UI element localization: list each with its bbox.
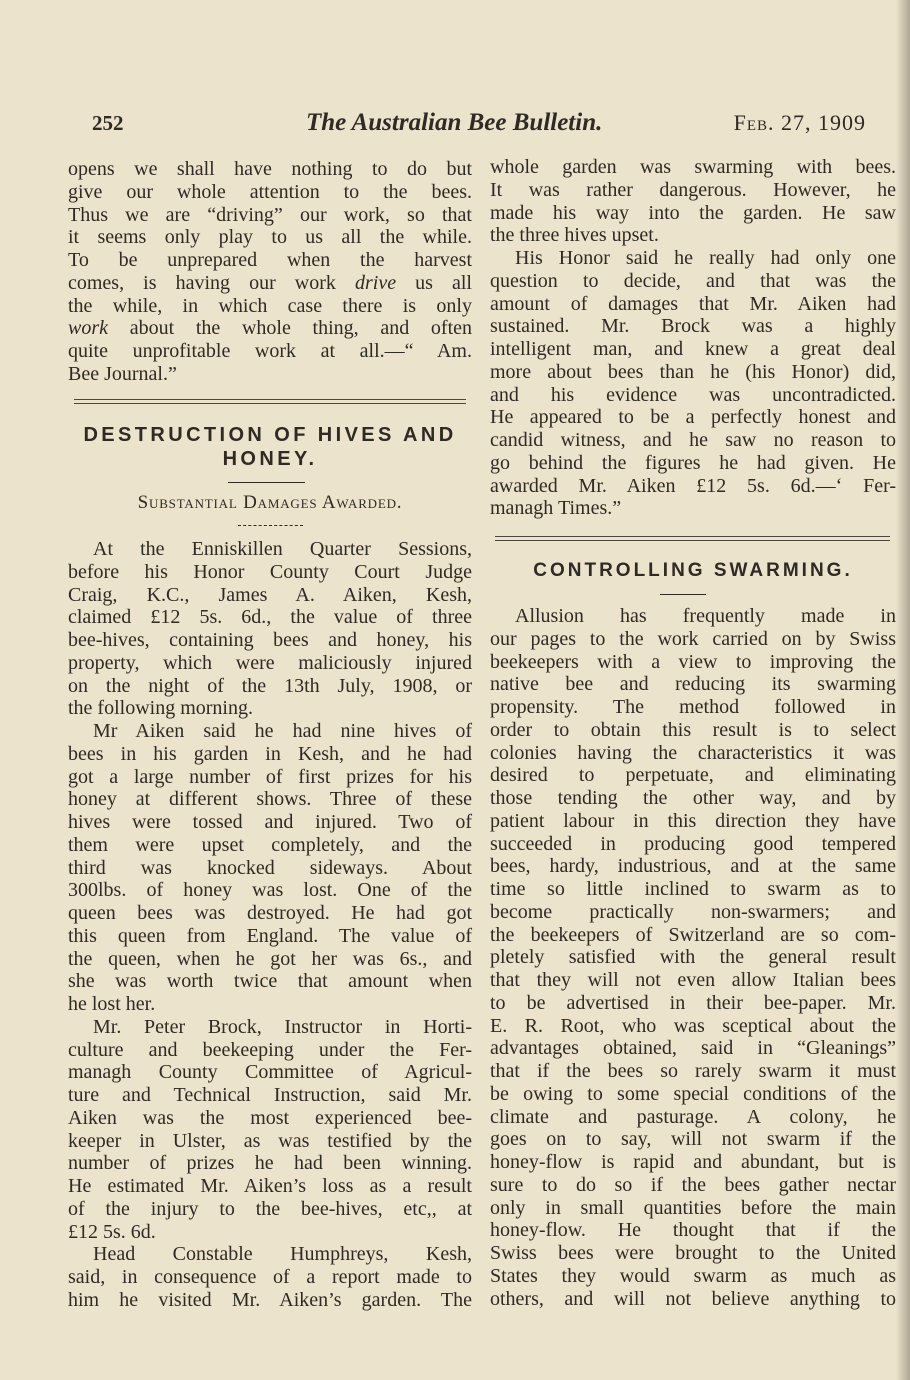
text-line: It was rather dangerous. However, he: [490, 178, 896, 201]
text-line: [68, 317, 472, 340]
paragraph: [490, 247, 896, 520]
text-line: £12 5s. 6d.: [68, 1220, 156, 1243]
text-line: To be unprepared when the harvest: [68, 249, 472, 271]
text-line: whole garden was swarming with bees.: [490, 156, 896, 178]
article-continuation-text: [490, 156, 896, 520]
text-segment: comes, is having our work: [68, 271, 355, 294]
text-line: this queen from England. The value of: [68, 924, 472, 947]
text-line: him he visited Mr. Aiken’s garden. The: [68, 1288, 472, 1311]
text-line: awarded Mr. Aiken £12 5s. 6d.—‘ Fer-: [490, 474, 896, 497]
text-line: the beekeepers of Switzerland are so com-: [490, 923, 896, 946]
journal-title: The Australian Bee Bulletin.: [306, 109, 603, 136]
text-line: climate and pasturage. A colony, he: [490, 1105, 896, 1128]
text-line: and his evidence was uncontradicted.: [490, 383, 896, 406]
intro-continuation-text: [68, 158, 472, 386]
text-line: opens we shall have nothing to do but: [68, 158, 472, 180]
section-divider: [495, 536, 890, 541]
text-line: intelligent man, and knew a great deal: [490, 338, 896, 360]
text-line: that if the bees so rarely swarm it must: [490, 1060, 896, 1082]
text-segment: us all: [396, 271, 472, 294]
text-line: order to obtain this result is to select: [490, 718, 896, 741]
text-line: to be advertised in their bee-paper. Mr.: [490, 991, 896, 1014]
text-line: question to decide, and that was the: [490, 269, 896, 292]
text-line: time so little inclined to swarm as to: [490, 878, 896, 900]
text-line: only in small quantities before the main: [490, 1196, 896, 1219]
article-body: [490, 605, 896, 1310]
text-line: sure to do so if the bees gather nectar: [490, 1173, 896, 1196]
text-line: At the Enniskillen Quarter Sessions,: [93, 538, 472, 560]
text-line: goes on to say, will not swarm if the: [490, 1128, 896, 1151]
paragraph: [490, 605, 896, 1310]
page-edge-shadow: [896, 0, 910, 1380]
text-line: claimed £12 5s. 6d., the value of three: [68, 606, 472, 629]
text-line: managh Times.”: [490, 497, 622, 520]
text-line: honey-flow. He thought that if the: [490, 1219, 896, 1242]
text-line: property, which were maliciously injured: [68, 651, 472, 674]
text-line: bees, hardy, industrious, and at the same: [490, 855, 896, 878]
text-line: made his way into the garden. He saw: [490, 201, 896, 224]
text-line: His Honor said he really had only one: [515, 247, 896, 269]
paragraph: [490, 156, 896, 247]
text-line: on the night of the 13th July, 1908, or: [68, 674, 472, 697]
text-line: queen bees was destroyed. He had got: [68, 902, 472, 924]
text-line: Mr Aiken said he had nine hives of: [93, 720, 472, 742]
article-title: CONTROLLING SWARMING.: [533, 560, 853, 581]
text-line: become practically non-swarmers; and: [490, 900, 896, 923]
text-line: culture and beekeeping under the Fer-: [68, 1038, 472, 1061]
text-line: honey at different shows. Three of these: [68, 788, 472, 811]
issue-date: Feb. 27, 1909: [733, 110, 866, 135]
text-line: she was worth twice that amount when: [68, 970, 472, 993]
section-divider: [74, 399, 466, 404]
text-line: bees in his garden in Kesh, and he had: [68, 742, 472, 765]
paragraph: [68, 158, 472, 386]
text-line: pletely satisfied with the general result: [490, 946, 896, 969]
paragraph: [68, 1016, 472, 1244]
left-column: [68, 0, 472, 1380]
text-line: Head Constable Humphreys, Kesh,: [93, 1243, 472, 1266]
text-line: said, in consequence of a report made to: [68, 1266, 472, 1288]
text-line: 300lbs. of honey was lost. One of the: [68, 879, 472, 902]
text-line: more about bees than he (his Honor) did,: [490, 360, 896, 383]
text-line: He appeared to be a perfectly honest and: [490, 406, 896, 429]
text-line: [68, 272, 472, 295]
text-line: desired to perpetuate, and eliminating: [490, 764, 896, 787]
text-line: it seems only play to us all the while.: [68, 226, 472, 249]
text-line: ture and Technical Instruction, said Mr.: [68, 1084, 472, 1106]
text-line: honey-flow is rapid and abundant, but is: [490, 1151, 896, 1173]
page-number: 252: [92, 111, 124, 135]
article-title-line: HONEY.: [222, 448, 318, 470]
text-line: Allusion has frequently made in: [515, 605, 896, 627]
subtitle-rule: [238, 525, 303, 526]
text-line: before his Honor County Court Judge: [68, 560, 472, 583]
text-line: amount of damages that Mr. Aiken had: [490, 292, 896, 315]
text-line: them were upset completely, and the: [68, 833, 472, 856]
text-line: those tending the other way, and by: [490, 787, 896, 809]
paragraph: [68, 538, 472, 720]
text-line: sustained. Mr. Brock was a highly: [490, 315, 896, 338]
text-line: Bee Journal.”: [68, 362, 177, 385]
text-line: Craig, K.C., James A. Aiken, Kesh,: [68, 583, 472, 606]
paragraph: [68, 720, 472, 1016]
text-line: others, and will not believe anything to: [490, 1287, 896, 1310]
text-line: propensity. The method followed in: [490, 696, 896, 718]
text-segment: about the whole thing, and often: [108, 317, 472, 340]
text-line: be owing to some special conditions of the: [490, 1082, 896, 1105]
text-line: he lost her.: [68, 993, 156, 1015]
article-title: [68, 423, 472, 471]
text-line: quite unprofitable work at all.—“ Am.: [68, 340, 472, 362]
article-body: [68, 538, 472, 1312]
text-line: He estimated Mr. Aiken’s loss as a result: [68, 1175, 472, 1197]
text-line: candid witness, and he saw no reason to: [490, 429, 896, 451]
text-line: patient labour in this direction they have: [490, 809, 896, 832]
text-line: number of prizes he had been winning.: [68, 1152, 472, 1175]
italic-text: drive: [354, 271, 397, 294]
text-line: of the injury to the bee-hives, etc,, at: [68, 1197, 472, 1220]
text-line: that they will not even allow Italian bees: [490, 969, 896, 991]
text-line: our pages to the work carried on by Swiss: [490, 627, 896, 650]
title-rule: [660, 594, 706, 595]
italic-text: work: [68, 317, 108, 340]
text-line: colonies having the characteristics it was: [490, 741, 896, 764]
text-line: managh County Committee of Agricul-: [68, 1061, 472, 1084]
text-line: keeper in Ulster, as was testified by the: [68, 1129, 472, 1152]
text-line: hives were tossed and injured. Two of: [68, 811, 472, 833]
paragraph: [68, 1243, 472, 1311]
text-line: the while, in which case there is only: [68, 294, 472, 317]
text-line: Swiss bees were brought to the United: [490, 1242, 896, 1264]
text-line: States they would swarm as much as: [490, 1264, 896, 1287]
text-line: Mr. Peter Brock, Instructor in Horti-: [93, 1015, 472, 1038]
article-subtitle: Substantial Damages Awarded.: [137, 492, 403, 513]
text-line: succeeded in producing good tempered: [490, 832, 896, 855]
title-rule: [228, 482, 305, 483]
text-line: got a large number of first prizes for his: [68, 765, 472, 788]
text-line: the queen, when he got her was 6s., and: [68, 947, 472, 970]
text-line: bee-hives, containing bees and honey, his: [68, 629, 472, 651]
text-line: native bee and reducing its swarming: [490, 673, 896, 696]
article-title-line: DESTRUCTION OF HIVES AND: [83, 424, 457, 446]
text-line: go behind the figures he had given. He: [490, 451, 896, 474]
text-line: E. R. Root, who was sceptical about the: [490, 1014, 896, 1037]
text-line: the following morning.: [68, 697, 253, 720]
text-line: Aiken was the most experienced bee-: [68, 1106, 472, 1129]
text-line: Thus we are “driving” our work, so that: [68, 203, 472, 226]
text-line: advantages obtained, said in “Gleanings”: [490, 1037, 896, 1060]
text-line: give our whole attention to the bees.: [68, 180, 472, 203]
text-line: beekeepers with a view to improving the: [490, 650, 896, 673]
text-line: third was knocked sideways. About: [68, 856, 472, 879]
right-column: [490, 0, 896, 1380]
text-line: the three hives upset.: [490, 224, 659, 247]
